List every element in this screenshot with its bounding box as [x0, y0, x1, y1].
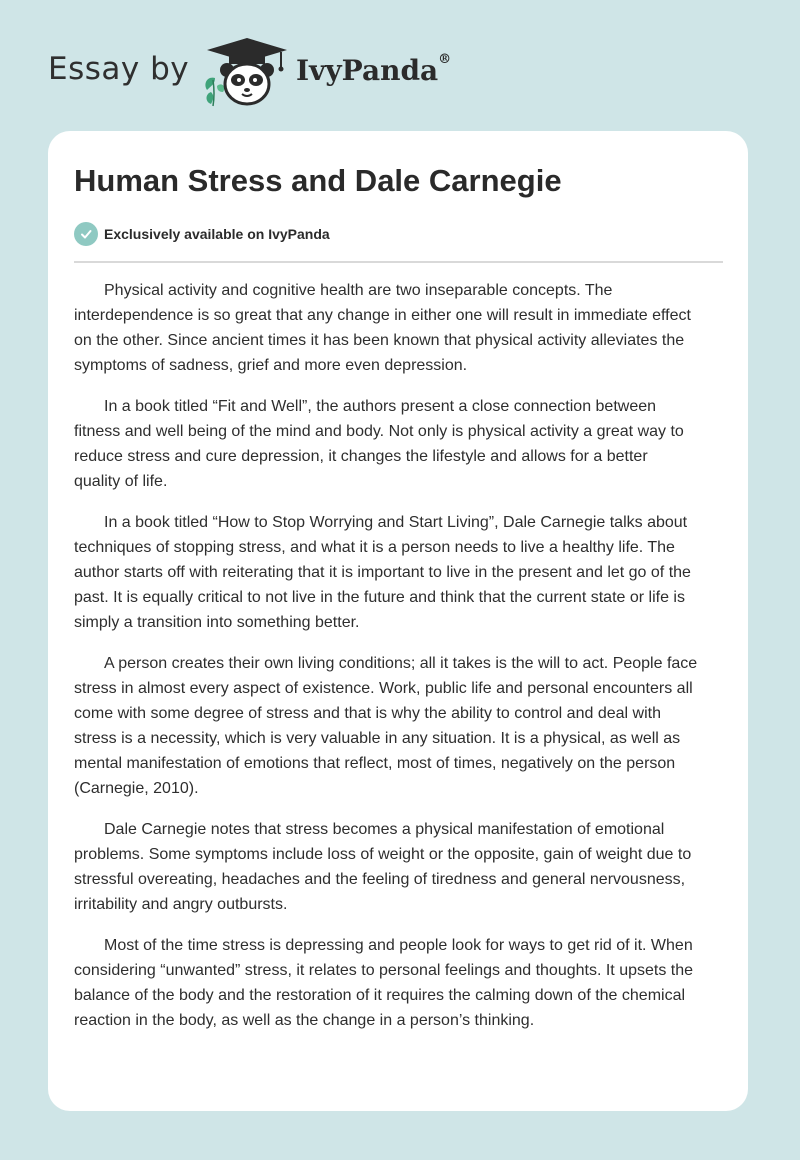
- paragraph-line: A person creates their own living conditions; all it takes is the will to act. People face: [104, 655, 698, 672]
- paragraph: [74, 817, 724, 917]
- paragraph-line: Most of the time stress is depressing and people look for ways to get rid of it. When: [104, 937, 693, 954]
- paragraph-line: on the other. Since ancient times it has been known that physical activity alleviates the: [74, 332, 685, 349]
- paragraph-line: fitness and well being of the mind and body. Not only is physical activity a great way to: [74, 423, 684, 440]
- graduation-panda-icon: [201, 34, 293, 110]
- paragraph-line: problems. Some symptoms include loss of weight or the opposite, gain of weight due to: [74, 846, 692, 863]
- divider: [74, 261, 723, 263]
- ivy-leaf-icon: [205, 78, 224, 106]
- paragraph-line: past. It is equally critical to not live in the future and think that the current state or life is: [74, 589, 685, 606]
- essay-body: [74, 278, 724, 1049]
- paragraph-line: interdependence is so great that any change in either one will result in immediate effect: [74, 307, 691, 324]
- paragraph-line: irritability and angry outbursts.: [74, 896, 288, 913]
- paragraph-line: techniques of stopping stress, and what it is a person needs to live a healthy life. The: [74, 539, 675, 556]
- essay-card: [48, 131, 748, 1111]
- check-circle-icon: [74, 222, 98, 246]
- paragraph: [74, 510, 724, 635]
- paragraph-line: balance of the body and the restoration of it requires the calming down of the chemical: [74, 987, 686, 1004]
- paragraph-line: stress is a necessity, which is very valuable in any situation. It is a physical, as well as: [74, 730, 681, 747]
- paragraph-line: In a book titled “Fit and Well”, the authors present a close connection between: [104, 398, 657, 415]
- paragraph-line: author starts off with reiterating that it is important to live in the present and let go of the: [74, 564, 691, 581]
- paragraph-line: mental manifestation of emotions that reflect, most of times, negatively on the person: [74, 755, 676, 772]
- paragraph-line: come with some degree of stress and that is why the ability to control and deal with: [74, 705, 661, 722]
- paragraph-line: (Carnegie, 2010).: [74, 780, 199, 797]
- paragraph: [74, 278, 724, 378]
- paragraph: [74, 394, 724, 494]
- paragraph: [74, 933, 724, 1033]
- paragraph-line: Physical activity and cognitive health are two inseparable concepts. The: [104, 282, 613, 299]
- paragraph-line: simply a transition into something better.: [74, 614, 360, 631]
- paragraph-line: Dale Carnegie notes that stress becomes a physical manifestation of emotional: [104, 821, 665, 838]
- badge-label: Exclusively available on IvyPanda: [104, 226, 330, 242]
- paragraph: [74, 651, 724, 801]
- paragraph-line: considering “unwanted” stress, it relates to personal feelings and thoughts. It upsets the: [74, 962, 694, 979]
- essay-by-label: Essay by: [48, 51, 190, 87]
- paragraph-line: stress in almost every aspect of existence. Work, public life and personal encounters all: [74, 680, 693, 697]
- paragraph-line: quality of life.: [74, 473, 168, 490]
- paragraph-line: stressful overeating, headaches and the feeling of tiredness and general nervousness,: [74, 871, 686, 888]
- paragraph-line: In a book titled “How to Stop Worrying and Start Living”, Dale Carnegie talks about: [104, 514, 688, 531]
- site-header: [48, 34, 468, 110]
- paragraph-line: reduce stress and cure depression, it changes the lifestyle and allows for a better: [74, 448, 648, 465]
- page-title: Human Stress and Dale Carnegie: [74, 163, 562, 198]
- paragraph-line: reaction in the body, as well as the change in a person’s thinking.: [74, 1012, 535, 1029]
- exclusive-badge: [74, 222, 330, 246]
- paragraph-line: symptoms of sadness, grief and more even depression.: [74, 357, 468, 374]
- brand-name: IvyPanda®: [296, 52, 452, 87]
